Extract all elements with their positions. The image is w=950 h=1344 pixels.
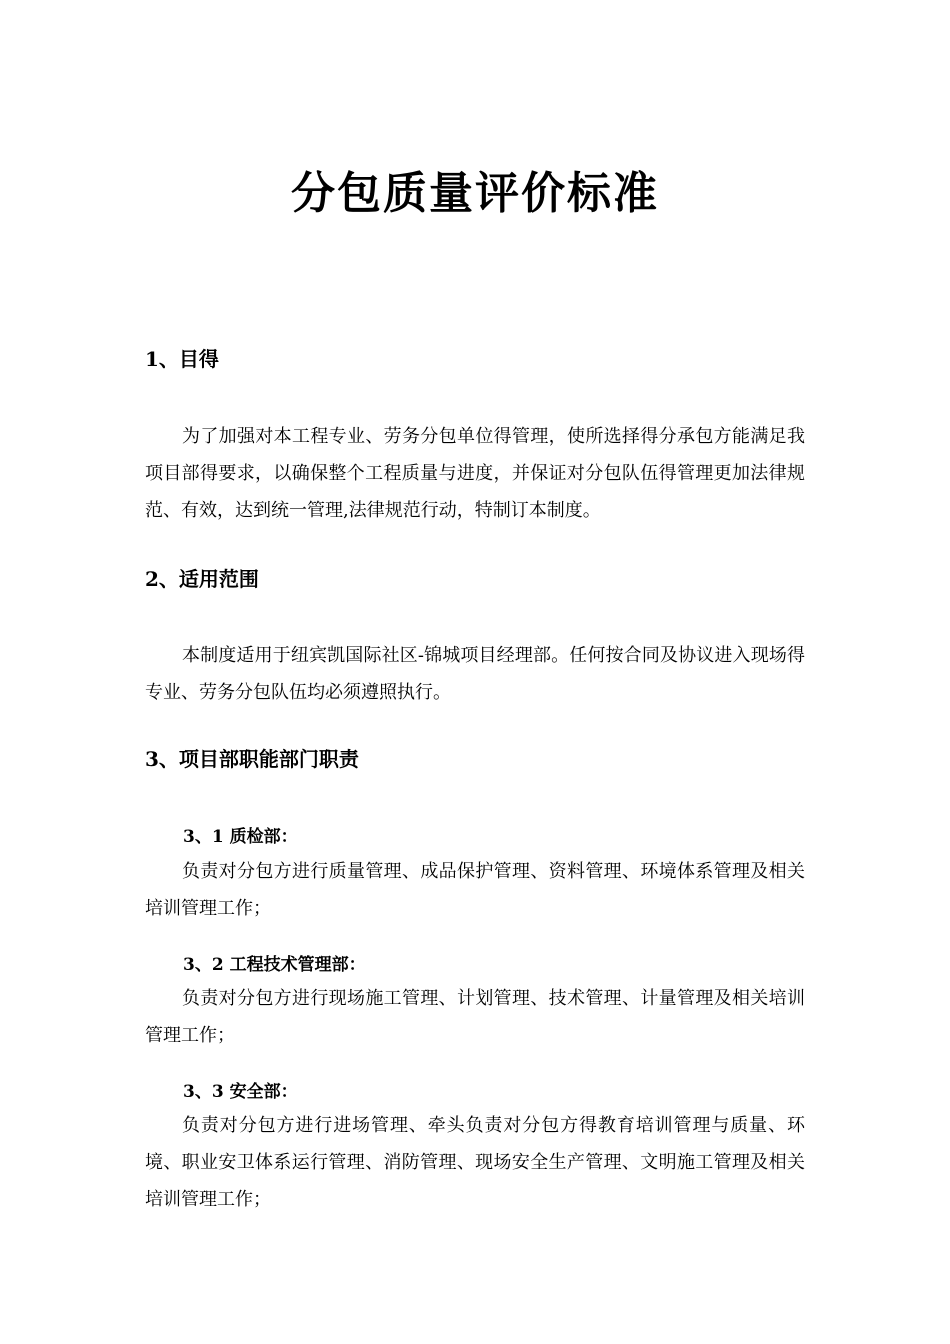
section-paragraph-purpose: 为了加强对本工程专业、劳务分包单位得管理，使所选择得分承包方能满足我项目部得要求，以确保整个工程质量与进度，并保证对分包队伍得管理更加法律规范、有效，达到统一管理,法律规范行动，特制订本制度。	[145, 426, 805, 521]
subsection-heading-safety: 3、3 安全部：	[183, 1082, 298, 1102]
subsection-paragraph-safety: 负责对分包方进行进场管理、牵头负责对分包方得教育培训管理与质量、环境、职业安卫体系运行管理、消防管理、现场安全生产管理、文明施工管理及相关培训管理工作；	[145, 1115, 805, 1210]
subsection-heading-engineering: 3、2 工程技术管理部：	[183, 955, 366, 975]
section-heading-purpose: 1、目得	[145, 347, 219, 371]
subsection-paragraph-quality: 负责对分包方进行质量管理、成品保护管理、资料管理、环境体系管理及相关培训管理工作；	[145, 861, 805, 919]
document-title: 分包质量评价标准	[291, 168, 659, 219]
section-paragraph-scope: 本制度适用于纽宾凯国际社区-锦城项目经理部。任何按合同及协议进入现场得专业、劳务分包队伍均必须遵照执行。	[145, 645, 805, 703]
subsection-paragraph-engineering: 负责对分包方进行现场施工管理、计划管理、技术管理、计量管理及相关培训管理工作；	[145, 988, 805, 1046]
section-heading-scope: 2、适用范围	[145, 567, 259, 591]
section-heading-responsibilities: 3、项目部职能部门职责	[145, 747, 359, 771]
subsection-heading-quality: 3、1 质检部：	[183, 827, 298, 847]
